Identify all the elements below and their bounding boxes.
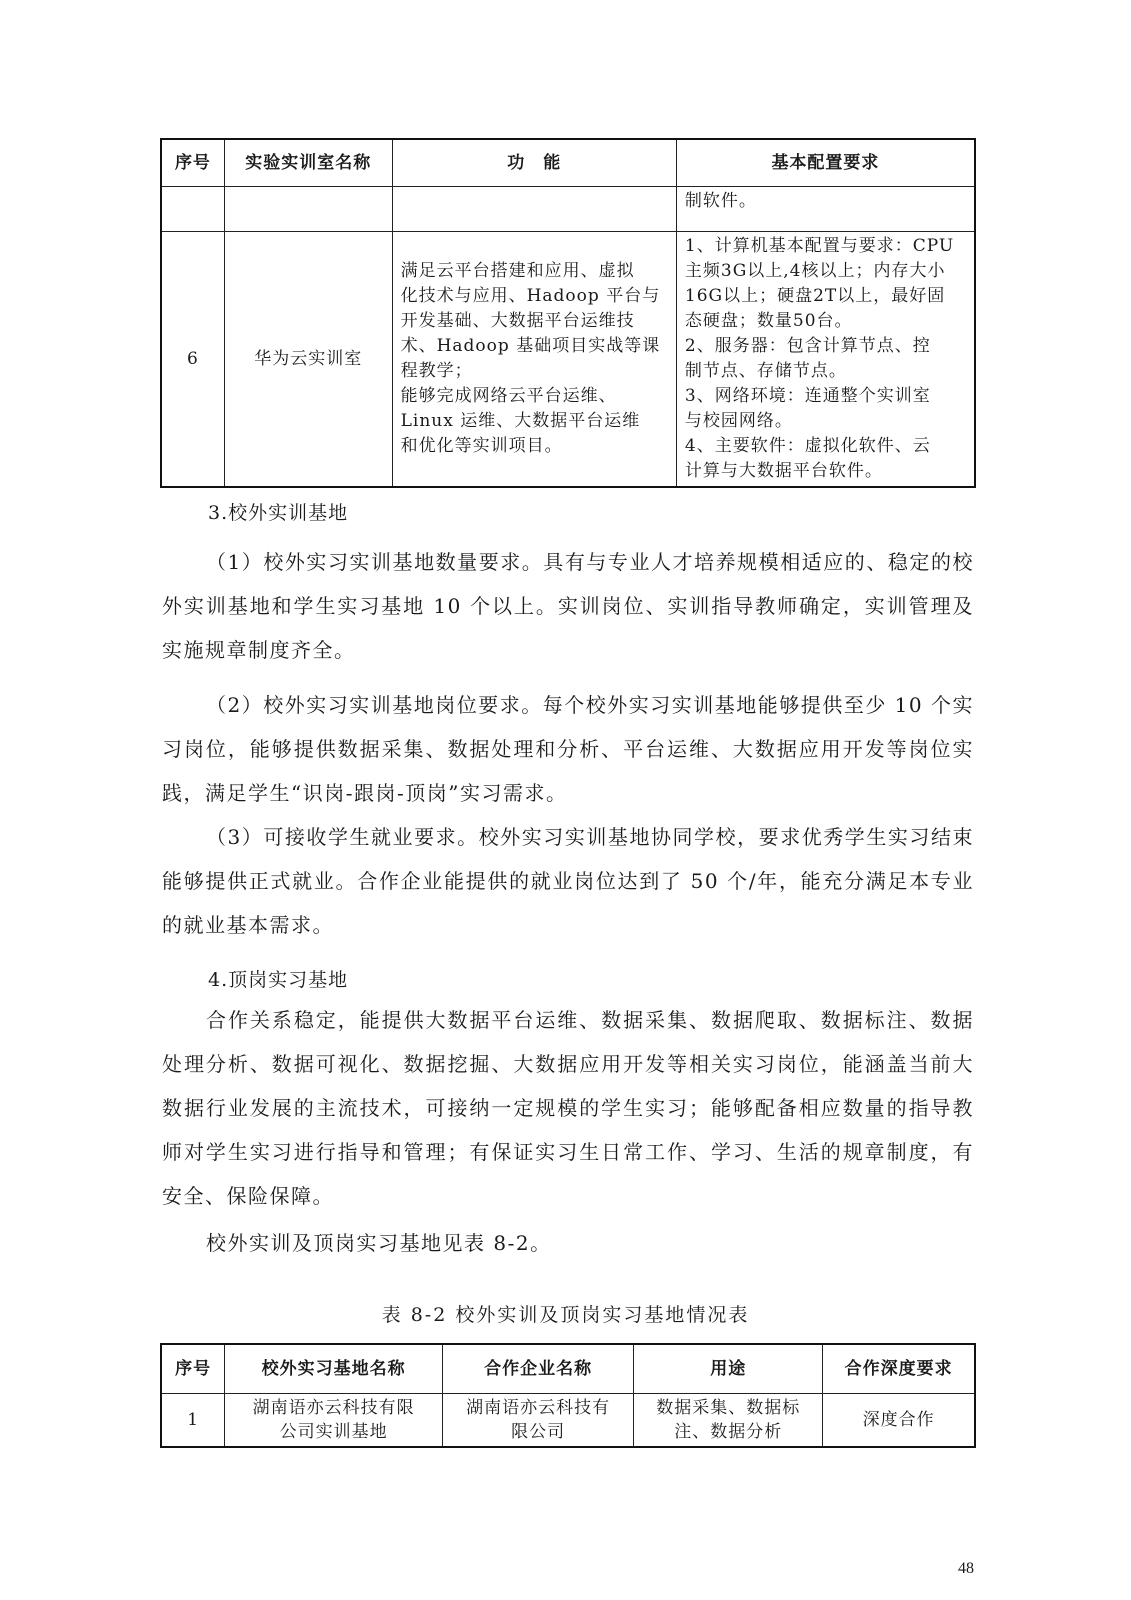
table-header-row [161, 139, 975, 187]
function-line: 化技术与应用、Hadoop 平台与 [400, 286, 661, 306]
base-table [160, 1343, 976, 1448]
table-caption: 表 8-2 校外实训及顶岗实习基地情况表 [381, 1304, 750, 1326]
function-line: 术、Hadoop 基础项目实战等课 [400, 336, 661, 356]
cell-no [161, 187, 224, 232]
config-line: 1、计算机基本配置与要求：CPU [684, 236, 955, 256]
header-config: 基本配置要求 [676, 139, 975, 187]
header-no: 序号 [161, 1344, 225, 1394]
config-line: 3、网络环境：连通整个实训室 [684, 386, 931, 406]
paragraph: 校外实训及顶岗实习基地见表 8-2。 [206, 1231, 552, 1255]
config-line: 主频3G以上,4核以上；内存大小 [684, 261, 946, 281]
table-row [161, 1394, 975, 1448]
header-enterprise: 合作企业名称 [443, 1344, 634, 1394]
cell-function [392, 187, 676, 232]
cell-function [392, 232, 676, 488]
lab-table [160, 138, 976, 488]
cell-config [676, 232, 975, 488]
table-header-row [161, 1344, 975, 1394]
cell-line: 湖南语亦云科技有 [466, 1398, 611, 1418]
cell-depth: 深度合作 [823, 1394, 975, 1448]
config-line: 4、主要软件：虚拟化软件、云 [684, 436, 931, 456]
paragraph: （2）校外实习实训基地岗位要求。每个校外实习实训基地能够提供至少 10 个实习岗位，能够提供数据采集、数据处理和分析、平台运维、大数据应用开发等岗位实践，满足学生“识岗-跟岗-顶岗”实习需求。 [162, 693, 974, 805]
paragraph: （1）校外实习实训基地数量要求。具有与专业人才培养规模相适应的、稳定的校外实训基地和学生实习基地 10 个以上。实训岗位、实训指导教师确定，实训管理及实施规章制度齐全。 [162, 550, 974, 662]
header-function: 功 能 [392, 139, 676, 187]
paragraph: 合作关系稳定，能提供大数据平台运维、数据采集、数据爬取、数据标注、数据处理分析、数据可视化、数据挖掘、大数据应用开发等相关实习岗位，能涵盖当前大数据行业发展的主流技术，可接纳一定规模的学生实习；能够配备相应数量的指导教师对学生实习进行指导和管理；有保证实习生日常工作、学习、生活的规章制度，有安全、保险保障。 [162, 1008, 974, 1208]
function-line: 程教学； [400, 361, 473, 381]
cell-use [634, 1394, 823, 1448]
function-line: 能够完成网络云平台运维、 [400, 386, 617, 406]
cell-name [224, 187, 392, 232]
section-heading-internship: 4.顶岗实习基地 [208, 969, 349, 991]
config-line: 制节点、存储节点。 [684, 361, 847, 381]
cell-config: 制软件。 [676, 187, 975, 232]
config-line: 计算与大数据平台软件。 [684, 461, 883, 481]
paragraph: （3）可接收学生就业要求。校外实习实训基地协同学校，要求优秀学生实习结束能够提供正式就业。合作企业能提供的就业岗位达到了 50 个/年，能充分满足本专业的就业基本需求。 [162, 825, 974, 937]
cell-line: 公司实训基地 [279, 1422, 388, 1442]
cell-line: 数据采集、数据标 [656, 1398, 801, 1418]
cell-no: 1 [161, 1394, 225, 1448]
header-base-name: 校外实习基地名称 [225, 1344, 443, 1394]
config-line: 态硬盘；数量50台。 [684, 311, 853, 331]
header-depth: 合作深度要求 [823, 1344, 975, 1394]
header-use: 用途 [634, 1344, 823, 1394]
cell-no: 6 [161, 232, 224, 488]
cell-line: 限公司 [511, 1422, 566, 1442]
cell-name: 华为云实训室 [224, 232, 392, 488]
table-row-continued [161, 187, 975, 232]
table-row [161, 232, 975, 488]
function-line: 满足云平台搭建和应用、虚拟 [400, 261, 635, 281]
header-lab-name: 实验实训室名称 [224, 139, 392, 187]
function-line: 和优化等实训项目。 [400, 436, 563, 456]
page-number: 48 [958, 1560, 974, 1577]
config-line: 2、服务器：包含计算节点、控 [684, 336, 931, 356]
config-line: 与校园网络。 [684, 411, 793, 431]
function-line: 开发基础、大数据平台运维技 [400, 311, 635, 331]
section-heading-offcampus: 3.校外实训基地 [208, 502, 349, 524]
cell-line: 注、数据分析 [674, 1422, 783, 1442]
cell-base-name [225, 1394, 443, 1448]
cell-enterprise [443, 1394, 634, 1448]
cell-line: 湖南语亦云科技有限 [252, 1398, 415, 1418]
config-line: 16G以上；硬盘2T以上，最好固 [684, 286, 946, 306]
function-line: Linux 运维、大数据平台运维 [400, 411, 641, 431]
header-no: 序号 [161, 139, 224, 187]
